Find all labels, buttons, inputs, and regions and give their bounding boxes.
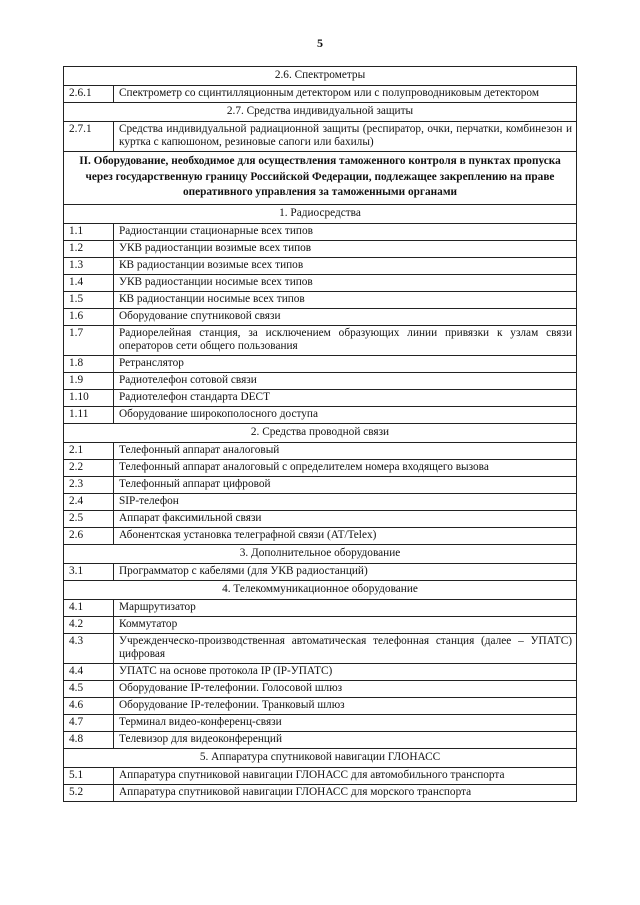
item-number: 2.7.1 [64,122,114,152]
part-heading: II. Оборудование, необходимое для осуществления таможенного контроля в пунктах пропуска через государственную границу Российской Федерации, подлежащее закреплению на праве оперативного управления за таможенными органами [64,152,577,205]
item-description: Телефонный аппарат аналоговый с определителем номера входящего вызова [114,459,577,476]
table-row [64,767,577,784]
item-description: Коммутатор [114,616,577,633]
item-description: УКВ радиостанции носимые всех типов [114,274,577,291]
item-description: Телефонный аппарат аналоговый [114,442,577,459]
equipment-table-body [64,67,577,802]
table-row [64,663,577,680]
item-description: УПАТС на основе протокола IP (IP-УПАТС) [114,663,577,680]
item-number: 5.1 [64,767,114,784]
item-description: Абонентская установка телеграфной связи (AT/Telex) [114,527,577,544]
page-number: 5 [317,36,323,50]
item-number: 2.4 [64,493,114,510]
section-title: 4. Телекоммуникационное оборудование [64,580,577,599]
table-row [64,616,577,633]
section-title: 3. Дополнительное оборудование [64,544,577,563]
table-row [64,325,577,355]
item-description: Радиотелефон стандарта DECT [114,389,577,406]
table-row [64,389,577,406]
item-number: 1.1 [64,223,114,240]
item-number: 1.8 [64,355,114,372]
item-number: 2.6.1 [64,86,114,103]
item-description: Аппаратура спутниковой навигации ГЛОНАСС для морского транспорта [114,784,577,801]
item-description: Оборудование IP-телефонии. Голосовой шлюз [114,680,577,697]
section-row [64,67,577,86]
item-description: Аппарат факсимильной связи [114,510,577,527]
item-number: 1.7 [64,325,114,355]
item-description: Оборудование спутниковой связи [114,308,577,325]
section-row [64,204,577,223]
table-row [64,527,577,544]
item-number: 4.1 [64,599,114,616]
item-description: Радиостанции стационарные всех типов [114,223,577,240]
item-number: 1.3 [64,257,114,274]
table-row [64,372,577,389]
item-description: Оборудование IP-телефонии. Транковый шлюз [114,697,577,714]
item-number: 4.3 [64,633,114,663]
item-description: Спектрометр со сцинтилляционным детектором или с полупроводниковым детектором [114,86,577,103]
table-row [64,442,577,459]
item-description: Радиотелефон сотовой связи [114,372,577,389]
section-title: 2. Средства проводной связи [64,423,577,442]
table-row [64,406,577,423]
table-row [64,563,577,580]
item-number: 3.1 [64,563,114,580]
table-row [64,122,577,152]
item-description: Средства индивидуальной радиационной защиты (респиратор, очки, перчатки, комбинезон и куртка с капюшоном, резиновые сапоги или бахилы) [114,122,577,152]
item-description: Программатор с кабелями (для УКВ радиостанций) [114,563,577,580]
item-description: Телевизор для видеоконференций [114,731,577,748]
item-description: Маршрутизатор [114,599,577,616]
table-row [64,680,577,697]
item-number: 2.3 [64,476,114,493]
item-number: 5.2 [64,784,114,801]
part-heading-row [64,152,577,205]
item-description: Радиорелейная станция, за исключением образующих линии привязки к узлам связи операторов сети общего пользования [114,325,577,355]
item-description: КВ радиостанции возимые всех типов [114,257,577,274]
section-row [64,580,577,599]
item-number: 2.1 [64,442,114,459]
table-row [64,274,577,291]
section-row [64,423,577,442]
table-row [64,476,577,493]
item-description: Аппаратура спутниковой навигации ГЛОНАСС для автомобильного транспорта [114,767,577,784]
table-row [64,731,577,748]
table-row [64,510,577,527]
table-row [64,291,577,308]
item-number: 1.10 [64,389,114,406]
item-number: 1.5 [64,291,114,308]
item-number: 4.4 [64,663,114,680]
item-description: Ретранслятор [114,355,577,372]
table-row [64,714,577,731]
item-number: 4.8 [64,731,114,748]
item-number: 2.6 [64,527,114,544]
item-description: Учрежденческо-производственная автоматическая телефонная станция (далее – УПАТС) цифровая [114,633,577,663]
table-row [64,240,577,257]
table-row [64,459,577,476]
section-row [64,544,577,563]
table-row [64,223,577,240]
section-title: 2.7. Средства индивидуальной защиты [64,103,577,122]
section-row [64,103,577,122]
item-number: 2.2 [64,459,114,476]
item-number: 1.4 [64,274,114,291]
item-description: КВ радиостанции носимые всех типов [114,291,577,308]
item-number: 4.5 [64,680,114,697]
table-row [64,86,577,103]
section-title: 2.6. Спектрометры [64,67,577,86]
section-title: 5. Аппаратура спутниковой навигации ГЛОНАСС [64,748,577,767]
item-number: 1.2 [64,240,114,257]
item-description: УКВ радиостанции возимые всех типов [114,240,577,257]
item-description: Оборудование широкополосного доступа [114,406,577,423]
item-number: 1.6 [64,308,114,325]
equipment-table [63,66,577,802]
item-description: Терминал видео-конференц-связи [114,714,577,731]
item-number: 1.9 [64,372,114,389]
section-row [64,748,577,767]
item-number: 1.11 [64,406,114,423]
section-title: 1. Радиосредства [64,204,577,223]
item-number: 4.7 [64,714,114,731]
table-row [64,355,577,372]
table-row [64,633,577,663]
table-row [64,493,577,510]
table-row [64,257,577,274]
item-description: SIP-телефон [114,493,577,510]
table-row [64,784,577,801]
item-number: 2.5 [64,510,114,527]
item-number: 4.2 [64,616,114,633]
item-number: 4.6 [64,697,114,714]
item-description: Телефонный аппарат цифровой [114,476,577,493]
table-row [64,308,577,325]
table-row [64,697,577,714]
table-row [64,599,577,616]
